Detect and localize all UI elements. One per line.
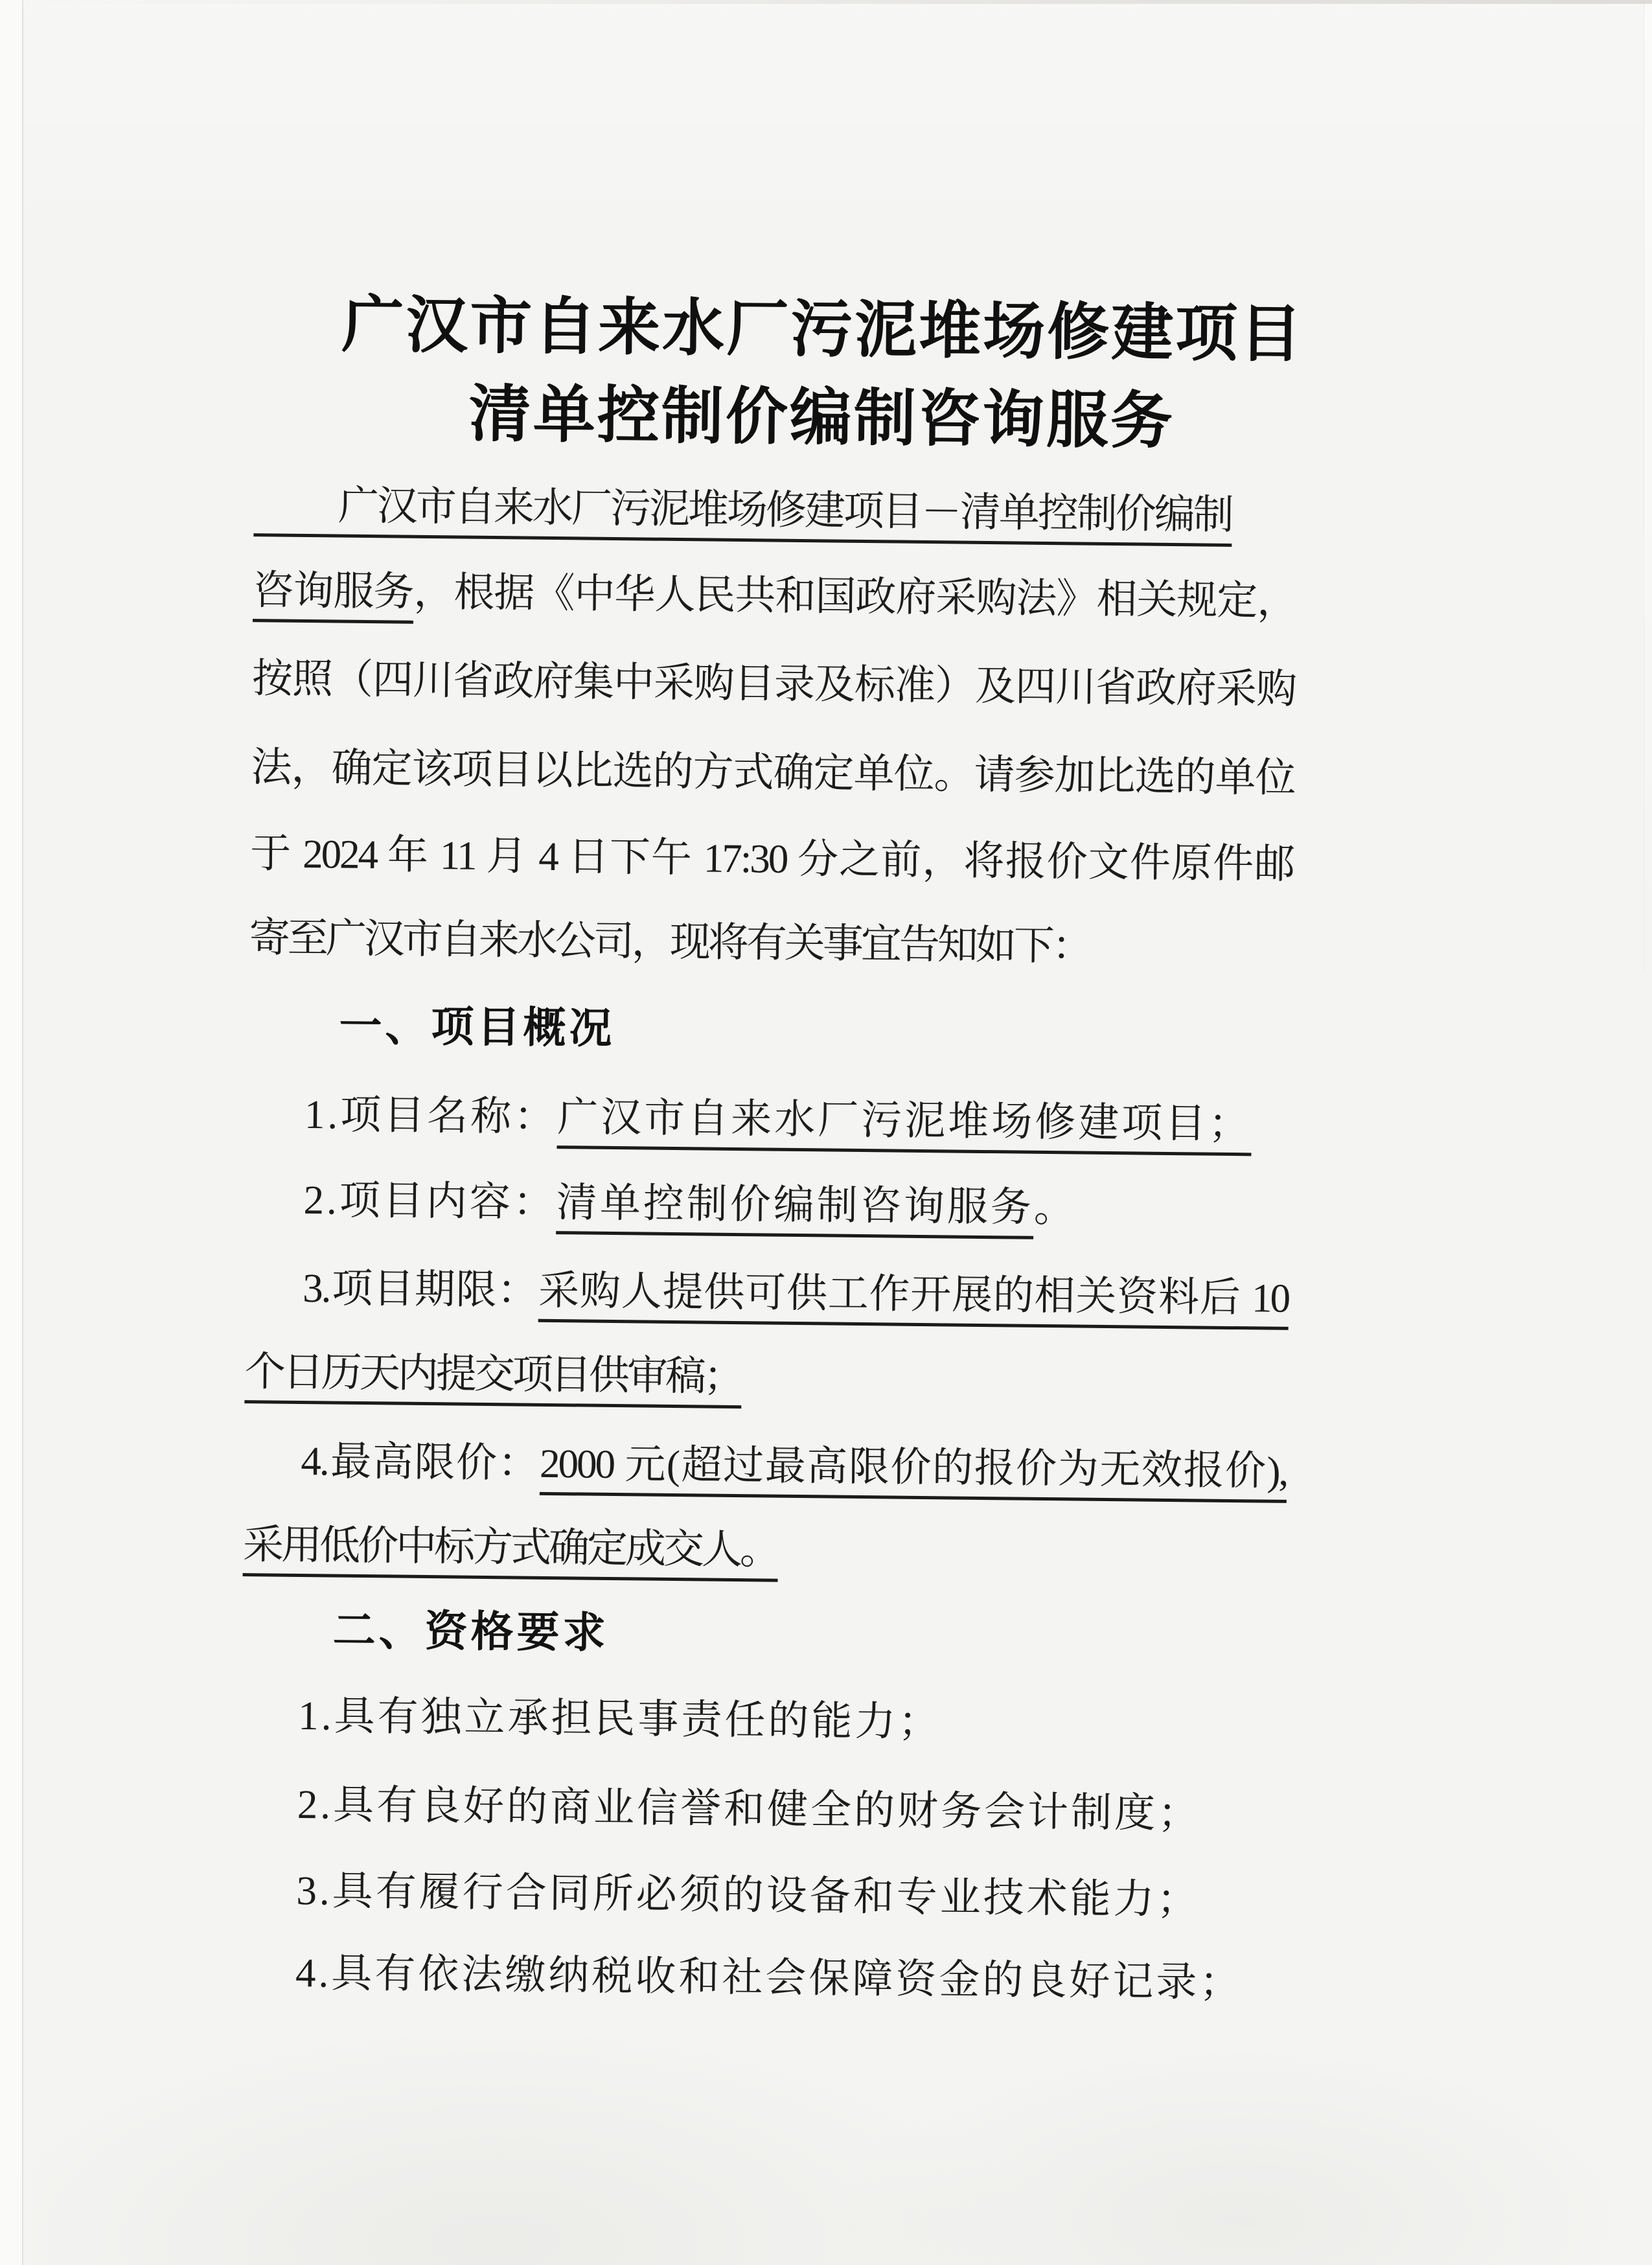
underlined-text: 采用低价中标方式确定成交人。 <box>243 1522 779 1582</box>
body-text: 1.项目名称： <box>304 1092 558 1140</box>
body-text: 2.具有良好的商业信誉和健全的财务会计制度； <box>297 1781 1202 1837</box>
heading-text: 二、资格要求 <box>332 1605 610 1657</box>
body-line <box>239 1860 1283 1931</box>
body-line <box>250 823 1294 894</box>
body-line <box>253 560 1296 631</box>
body-line <box>251 737 1294 808</box>
underlined-text: 清单控制价编制咨询服务 <box>556 1180 1034 1239</box>
section-heading-2 <box>242 1599 1285 1670</box>
body-line <box>249 908 1292 978</box>
body-line <box>246 1258 1289 1328</box>
document-title-line-2: 清单控制价编制咨询服务 <box>468 379 1175 457</box>
underlined-text: 广汉市自来水厂污泥堆场修建项目； <box>557 1094 1252 1156</box>
underlined-text: 个日历天内提交项目供审稿； <box>244 1349 742 1408</box>
body-text: 1.具有独立承担民事责任的能力； <box>297 1692 942 1745</box>
body-text: 3.项目期限： <box>302 1265 539 1313</box>
body-text: 。 <box>1033 1184 1078 1231</box>
underlined-text: 采购人提供可供工作开展的相关资料后 10 <box>538 1268 1289 1330</box>
body-line <box>241 1685 1285 1756</box>
body-text: 4.具有依法缴纳税收和社会保障资金的良好记录； <box>295 1949 1243 2006</box>
body-line <box>240 1774 1283 1845</box>
body-line <box>253 475 1297 546</box>
document-title-line-1: 广汉市自来水厂污泥堆场修建项目 <box>341 290 1304 370</box>
body-text: 3.具有履行合同所必须的设备和专业技术能力； <box>296 1867 1201 1923</box>
body-line <box>244 1431 1287 1501</box>
body-line <box>252 649 1296 719</box>
underlined-text: 广汉市自来水厂污泥堆场修建项目－清单控制价编制 <box>253 482 1232 547</box>
underlined-text: 咨询服务 <box>253 568 414 624</box>
body-line <box>243 1515 1287 1585</box>
body-line <box>238 1942 1282 2013</box>
body-text: 寄至广汉市自来水公司，现将有关事宜告知如下： <box>249 915 1091 969</box>
body-text: 法，确定该项目以比选的方式确定单位。请参加比选的单位 <box>251 744 1294 801</box>
body-text: 按照（四川省政府集中采购目录及标准）及四川省政府采购 <box>251 656 1296 712</box>
body-line <box>246 1169 1290 1240</box>
body-line <box>244 1342 1288 1412</box>
body-text: 4.最高限价： <box>301 1438 540 1486</box>
body-text: 于 2024 年 11 月 4 日下午 17:30 分之前，将报价文件原件邮 <box>249 831 1294 887</box>
underlined-text: 2000 元(超过最高限价的报价为无效报价), <box>540 1441 1287 1503</box>
section-heading-1 <box>248 995 1292 1065</box>
body-line <box>247 1084 1291 1155</box>
body-text: 2.项目内容： <box>303 1177 557 1226</box>
heading-text: 一、项目概况 <box>339 1001 615 1053</box>
body-text: ，根据《中华人民共和国政府采购法》相关规定， <box>413 569 1296 624</box>
